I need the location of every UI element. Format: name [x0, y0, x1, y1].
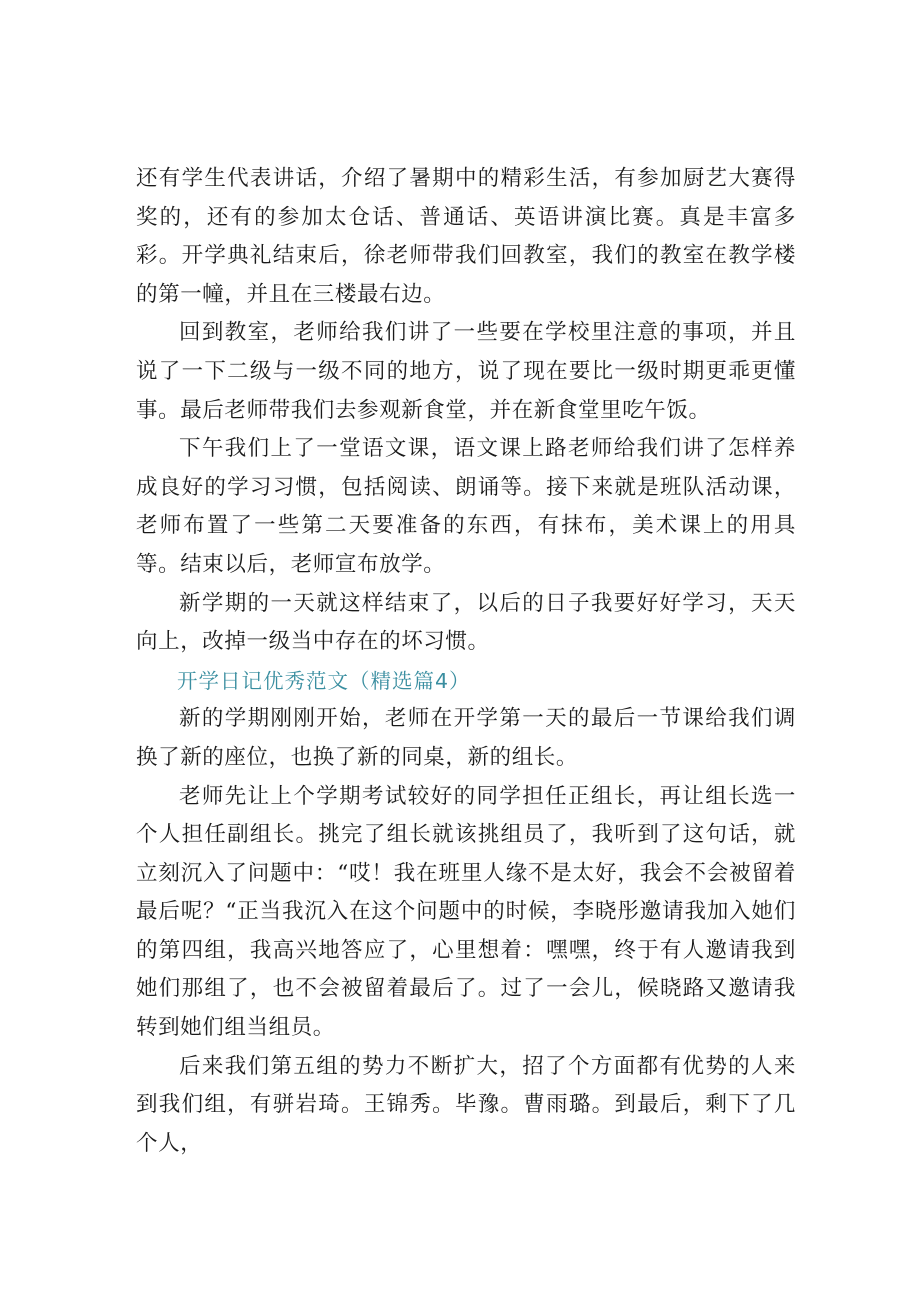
paragraph-7: 后来我们第五组的势力不断扩大，招了个方面都有优势的人来到我们组，有骈岩琦。王锦秀。毕豫。曹雨璐。到最后，剩下了几个人， — [136, 1053, 796, 1156]
paragraph-6: 老师先让上个学期考试较好的同学担任正组长，再让组长选一个人担任副组长。挑完了组长就该挑组员了，我听到了这句话，就立刻沉入了问题中：“哎！我在班里人缘不是太好，我会不会被留着最后呢？“正当我沉入在这个问题中的时候，李晓彤邀请我加入她们的第四组，我高兴地答应了，心里想着：嘿嘿，终于有人邀请我到她们那组了，也不会被留着最后了。过了一会儿，候晓路又邀请我转到她们组当组员。 — [136, 783, 796, 1041]
section-heading: 开学日记优秀范文（精选篇4） — [177, 668, 471, 693]
paragraph-1: 还有学生代表讲话，介绍了暑期中的精彩生活，有参加厨艺大赛得奖的，还有的参加太仓话、普通话、英语讲演比赛。真是丰富多彩。开学典礼结束后，徐老师带我们回教室，我们的教室在教学楼的第一幢，并且在三楼最右边。 — [136, 166, 796, 307]
paragraph-3: 下午我们上了一堂语文课，语文课上路老师给我们讲了怎样养成良好的学习习惯，包括阅读、朗诵等。接下来就是班队活动课，老师布置了一些第二天要准备的东西，有抹布，美术课上的用具等。结束以后，老师宣布放学。 — [136, 436, 796, 577]
paragraph-4: 新学期的一天就这样结束了，以后的日子我要好好学习，天天向上，改掉一级当中存在的坏习惯。 — [136, 590, 796, 655]
paragraph-2: 回到教室，老师给我们讲了一些要在学校里注意的事项，并且说了一下二级与一级不同的地方，说了现在要比一级时期更乖更懂事。最后老师带我们去参观新食堂，并在新食堂里吃午饭。 — [136, 320, 796, 423]
paragraph-5: 新的学期刚刚开始，老师在开学第一天的最后一节课给我们调换了新的座位，也换了新的同桌，新的组长。 — [136, 706, 796, 770]
document-page — [136, 160, 796, 1163]
